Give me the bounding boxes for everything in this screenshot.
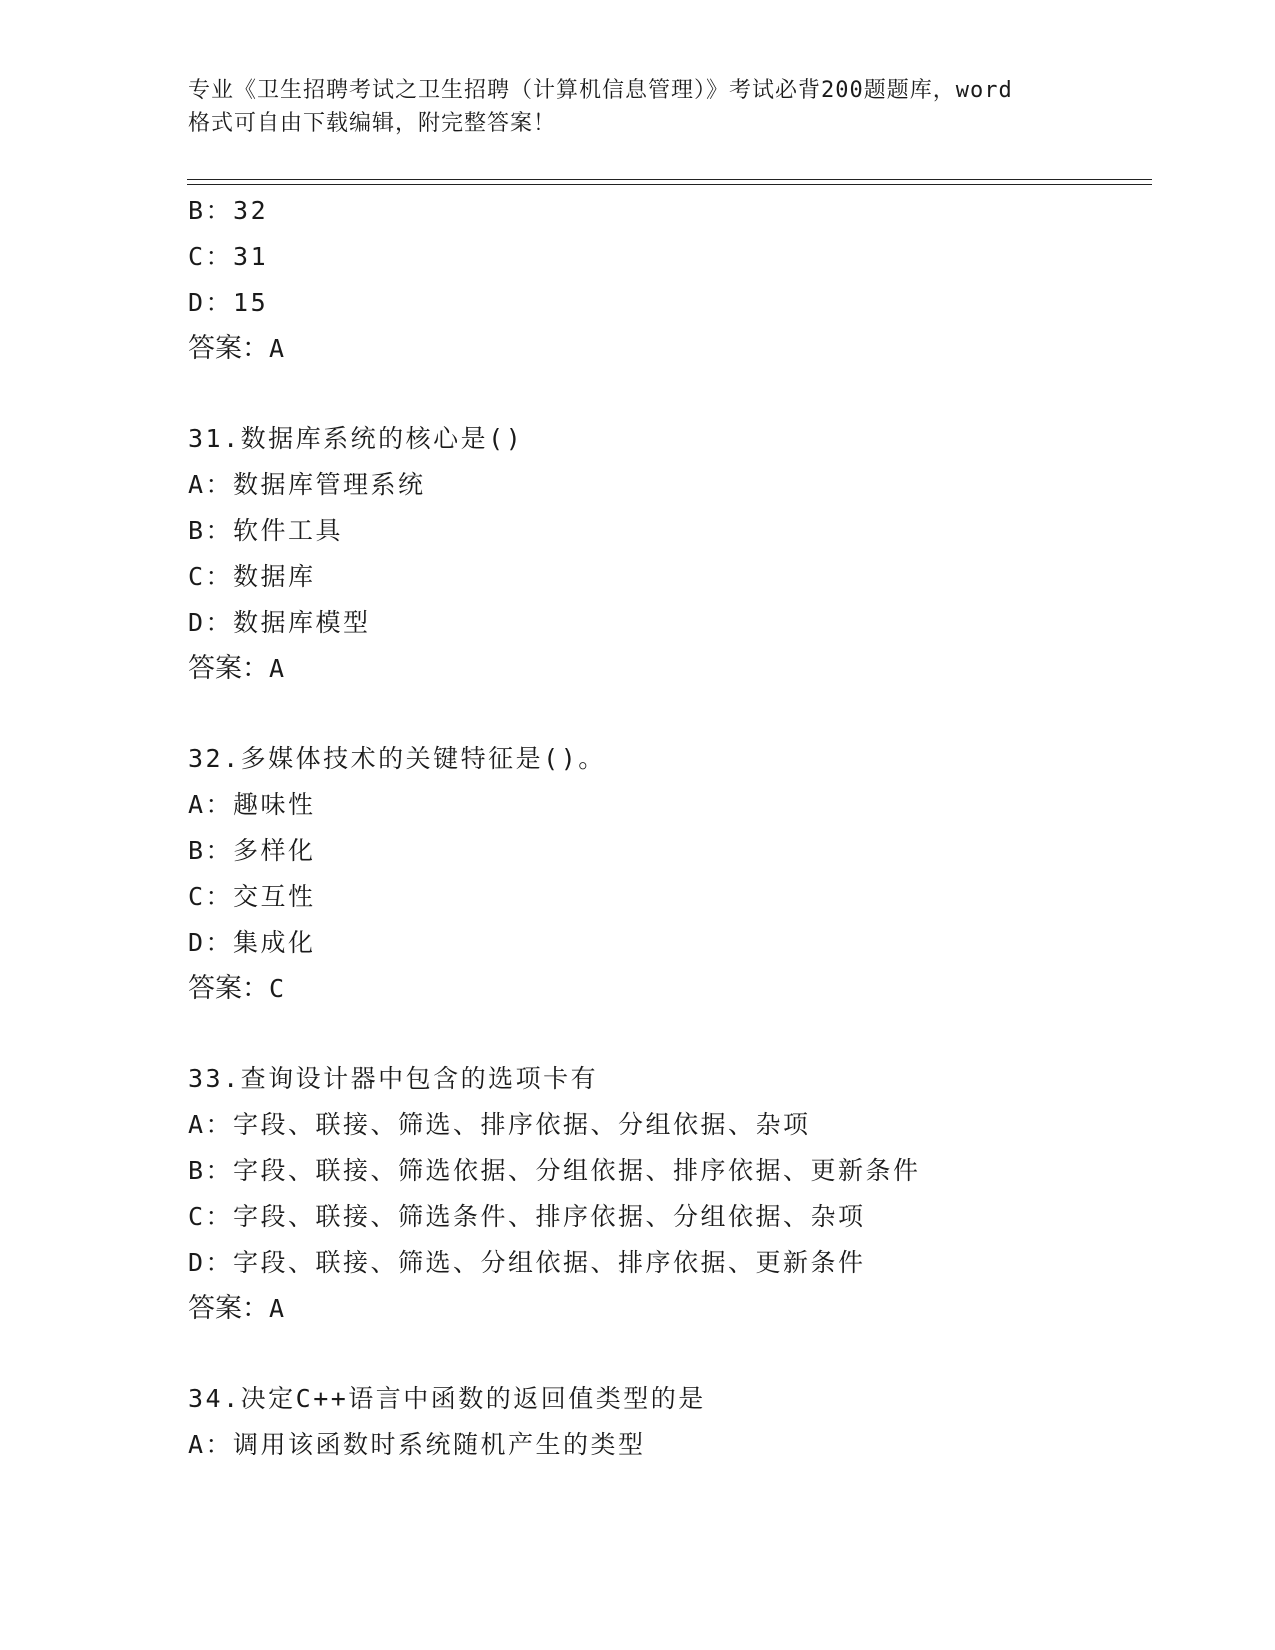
- option-a: A：趣味性: [188, 790, 316, 819]
- question-list: [188, 188, 1148, 1468]
- option-a: A：数据库管理系统: [188, 470, 426, 499]
- header-line-2: 格式可自由下载编辑，附完整答案！: [188, 111, 557, 136]
- header-line-1: 专业《卫生招聘考试之卫生招聘（计算机信息管理）》考试必背200题题库，word: [188, 78, 1013, 103]
- question-block-30: [188, 188, 1148, 372]
- question-block-34: [188, 1376, 1148, 1468]
- option-d: D：集成化: [188, 928, 316, 957]
- option-b: B：软件工具: [188, 516, 344, 545]
- option-a: A：调用该函数时系统随机产生的类型: [188, 1430, 646, 1459]
- question-block-31: [188, 416, 1148, 692]
- answer-label: 答案：: [188, 333, 269, 364]
- answer-label: 答案：: [188, 1293, 269, 1324]
- header-divider-bottom: [187, 184, 1152, 185]
- answer-label: 答案：: [188, 653, 269, 684]
- option-b: B：32: [188, 196, 269, 225]
- option-d: D：数据库模型: [188, 608, 371, 637]
- answer-value: A: [269, 654, 285, 683]
- document-header: [188, 74, 1088, 140]
- option-d: D：15: [188, 288, 269, 317]
- header-divider-top: [187, 179, 1152, 180]
- option-c: C：数据库: [188, 562, 316, 591]
- question-block-32: [188, 736, 1148, 1012]
- option-b: B：多样化: [188, 836, 316, 865]
- answer-line: [188, 326, 1148, 372]
- option-a: A：字段、联接、筛选、排序依据、分组依据、杂项: [188, 1110, 811, 1139]
- option-c: C：字段、联接、筛选条件、排序依据、分组依据、杂项: [188, 1202, 866, 1231]
- answer-value: C: [269, 974, 285, 1003]
- question-text: 32.多媒体技术的关键特征是()。: [188, 744, 606, 773]
- question-text: 34.决定C++语言中函数的返回值类型的是: [188, 1384, 706, 1413]
- answer-label: 答案：: [188, 973, 269, 1004]
- question-text: 31.数据库系统的核心是(): [188, 424, 524, 453]
- answer-line: [188, 646, 1148, 692]
- option-c: C：31: [188, 242, 269, 271]
- answer-line: [188, 1286, 1148, 1332]
- option-c: C：交互性: [188, 882, 316, 911]
- answer-value: A: [269, 334, 285, 363]
- answer-line: [188, 966, 1148, 1012]
- option-d: D：字段、联接、筛选、分组依据、排序依据、更新条件: [188, 1248, 866, 1277]
- answer-value: A: [269, 1294, 285, 1323]
- question-block-33: [188, 1056, 1148, 1332]
- option-b: B：字段、联接、筛选依据、分组依据、排序依据、更新条件: [188, 1156, 921, 1185]
- question-text: 33.查询设计器中包含的选项卡有: [188, 1064, 599, 1093]
